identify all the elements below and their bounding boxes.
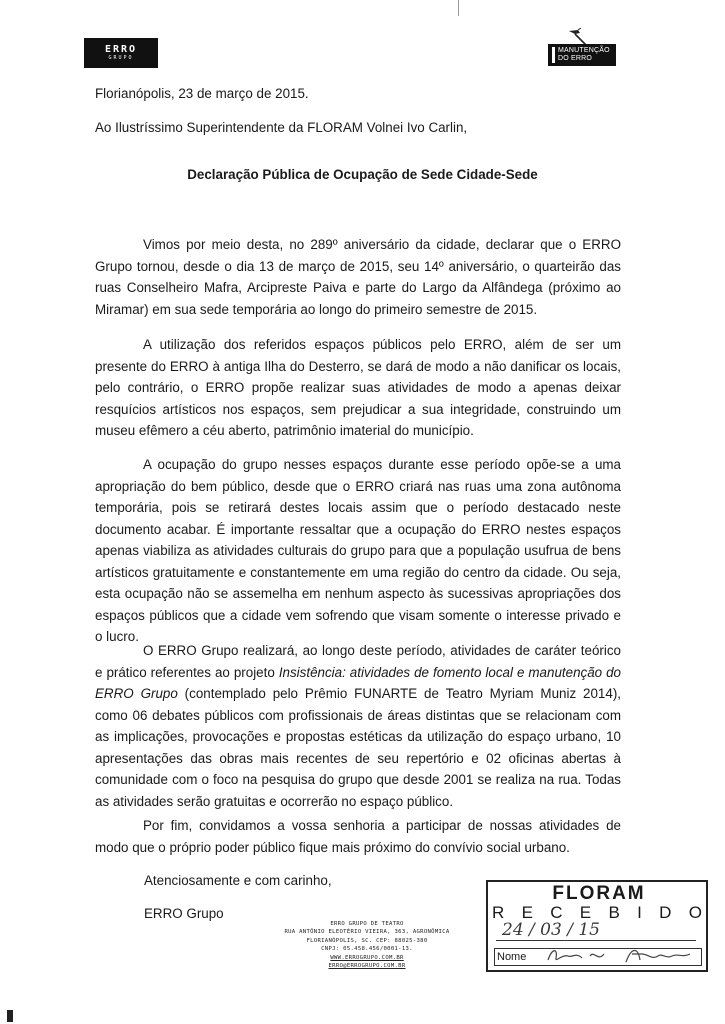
letter-date: Florianópolis, 23 de março de 2015. bbox=[95, 86, 309, 101]
paragraph-4-start: O ERRO Grupo realizará, ao longo deste período, atividades de caráter teórico e prático referentes ao projeto bbox=[95, 643, 621, 680]
stamp-letter: O bbox=[688, 903, 702, 922]
letter-subject: Declaração Pública de Ocupação de Sede Cidade-Sede bbox=[187, 167, 538, 182]
scan-mark bbox=[458, 0, 459, 16]
stamp-title: FLORAM bbox=[552, 883, 646, 904]
stamp-date-line bbox=[496, 940, 696, 941]
project-title: Insistência: atividades de fomento local e manutenção do ERRO Grupo bbox=[95, 664, 622, 701]
footer-line1: ERRO GRUPO DE TEATRO bbox=[330, 921, 404, 927]
logo-right-line2: DO ERRO bbox=[558, 55, 593, 62]
logo-right-text bbox=[558, 47, 610, 63]
letter-signature: ERRO Grupo bbox=[144, 906, 224, 921]
paragraph-4 bbox=[95, 640, 621, 812]
stamp-letter: B bbox=[608, 903, 620, 922]
handwritten-signature-icon bbox=[542, 944, 702, 966]
received-stamp bbox=[486, 880, 708, 972]
footer-email: ERRO@ERROGRUPO.COM.BR bbox=[328, 963, 406, 970]
letter-addressee: Ao Ilustríssimo Superintendente da FLORAM Volnei Ivo Carlin, bbox=[95, 120, 468, 135]
footer-address bbox=[260, 920, 474, 970]
footer-website: WWW.ERROGRUPO.COM.BR bbox=[330, 954, 404, 961]
logo-right-line1: MANUTENÇÃO bbox=[558, 47, 610, 54]
paragraph-2: A utilização dos referidos espaços públicos pelo ERRO, além de ser um presente do ERRO à antiga Ilha do Desterro, se dará de modo a não danificar os locais, pelo contrário, o ERRO propõe realizar suas atividades de modo a apenas deixar resquícios artísticos nos espaços, sem prejudicar a sua integridade, construindo um museu efêmero a céu aberto, patrimônio imaterial do município. bbox=[95, 337, 621, 438]
logo-right-bar bbox=[552, 47, 555, 63]
paragraph-1: Vimos por meio desta, no 289º aniversário da cidade, declarar que o ERRO Grupo tornou, desde o dia 13 de março de 2015, seu 14º aniversário, o quarteirão das ruas Conselheiro Mafra, Arcipreste Paiva e parte do Largo da Alfândega (próximo ao Miramar) em sua sede temporária ao longo do primeiro semestre de 2015. bbox=[95, 237, 621, 317]
paragraph-4-end: (contemplado pelo Prêmio FUNARTE de Teatro Myriam Muniz 2014), como 06 debates públicos com profissionais de áreas distintas que se relacionam com as implicações, provocações e propostas estéticas da utilização do espaço urbano, 10 apresentações das obras mais recentes de seu repertório e 02 oficinas abertas à comunidade com o foco na pesquisa do grupo que desde 2001 se realiza na rua. Todas as atividades serão gratuitas e ocorrerão no espaço público. bbox=[95, 686, 621, 809]
stamp-letter: C bbox=[550, 903, 563, 922]
footer-line3: FLORIANÓPOLIS, SC. CEP: 88025-380 bbox=[306, 937, 428, 944]
scan-edge-mark bbox=[7, 1010, 13, 1022]
logo-left-line1: ERRO bbox=[104, 43, 138, 55]
paragraph-5: Por fim, convidamos a vossa senhoria a participar de nossas atividades de modo que o próprio poder público fique mais próximo do convívio social urbano. bbox=[95, 818, 621, 855]
manutencao-do-erro-logo bbox=[548, 28, 618, 68]
stamp-letter: E bbox=[579, 903, 592, 922]
footer-line2: RUA ANTÔNIO ELEOTÉRIO VIEIRA, 363, AGRONÔMICA bbox=[284, 929, 450, 936]
paragraph-3: A ocupação do grupo nesses espaços durante esse período opõe-se a uma apropriação do bem público, desde que o ERRO criará nas ruas uma zona autônoma temporária, pois se retirará destes locais assim que o período destacado neste documento acabar. É importante ressaltar que a ocupação do ERRO nestes espaços apenas viabiliza as atividades culturais do grupo para que a população usufrua de bens artísticos gratuitamente e constantemente em uma região do centro da cidade. Ou seja, esta ocupação não se assemelha em nenhum aspecto às sucessivas apropriações dos espaços públicos que a cidade vem sofrendo que visam somente o interesse privado e o lucro. bbox=[95, 457, 621, 644]
stamp-letter: I bbox=[637, 903, 642, 922]
letter-closing: Atenciosamente e com carinho, bbox=[144, 873, 332, 888]
stamp-handwritten-date: 24 / 03 / 15 bbox=[502, 920, 600, 940]
stamp-letter: R bbox=[492, 903, 505, 922]
erro-grupo-logo bbox=[84, 38, 158, 68]
logo-right-box bbox=[548, 44, 616, 66]
logo-left-line2: GRUPO bbox=[108, 54, 134, 61]
stamp-letter: D bbox=[659, 903, 672, 922]
stamp-name-label: Nome bbox=[497, 951, 527, 963]
stamp-letter: E bbox=[521, 903, 533, 922]
footer-line4: CNPJ: 05.458.456/0001-13. bbox=[321, 946, 413, 953]
